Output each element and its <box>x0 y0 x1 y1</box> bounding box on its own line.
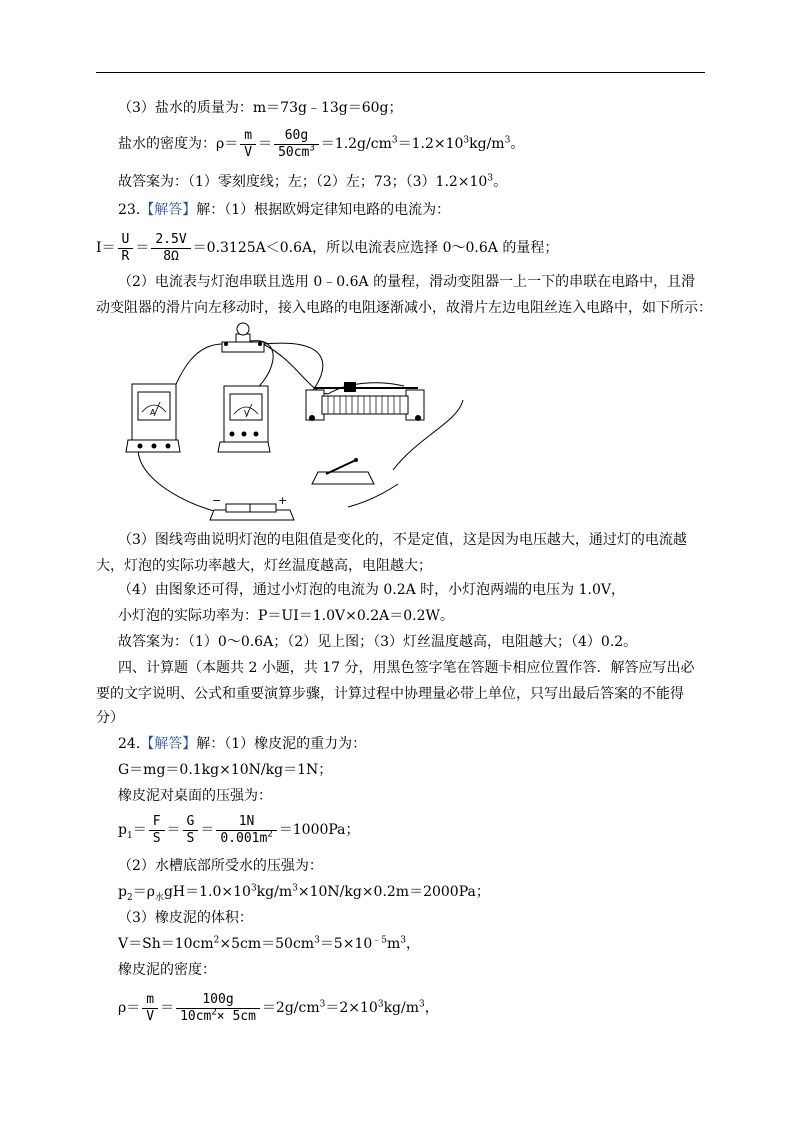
battery-minus: − <box>212 494 222 507</box>
fraction-2.5v-over-8ohm: $\frac{2.5V}{8\Omega}$ <box>151 232 190 265</box>
wire-battery-switch <box>348 484 398 507</box>
ammeter <box>126 384 180 452</box>
s23-part4-a: （4）由图象还可得，通过小灯泡的电流为 0.2A 时，小灯泡两端的电压为 1.0V， <box>118 582 626 598</box>
s23-header: 23.【解答】解：（1）根据欧姆定律知电路的电流为： <box>118 202 451 218</box>
fraction-g-over-s: $\frac{G}{S}$ <box>183 814 199 847</box>
rheostat <box>306 382 424 421</box>
circuit-diagram <box>118 322 548 526</box>
fraction-m-over-v: $\frac{m}{V}$ <box>240 128 256 161</box>
s24-pressure1-line: $p_1=$ $\frac{F}{S}$ ＝ $\frac{G}{S}$ ＝ $\frac{1N}{0.001m^2}$ ＝1000Pa； <box>118 813 360 846</box>
s24-header: 24.【解答】解：（1）橡皮泥的重力为： <box>118 736 367 752</box>
voltmeter-label: V <box>244 409 250 418</box>
answer-tag: 【解答】 <box>140 736 197 752</box>
s23-part4-b: 小灯泡的实际功率为：P＝UI＝1.0V×0.2A＝0.2W。 <box>118 608 454 624</box>
fraction-m-over-v-2: $\frac{m}{V}$ <box>142 992 158 1025</box>
fraction-100g-over-volume: $\frac{100g}{10cm^2\times 5cm}$ <box>176 992 260 1025</box>
s22-density-line: 盐水的密度为：ρ＝ $\frac{m}{V}$ ＝ $\frac{60g}{50cm^3}$ $=1.2g/cm^3=1.2\times 10^3kg/m^3$。 <box>118 127 525 160</box>
lamp <box>222 323 264 352</box>
s24-gravity: G＝mg＝0.1kg×10N/kg＝1N； <box>118 762 333 778</box>
s24-part3: （3）橡皮泥的体积： <box>118 910 253 926</box>
voltmeter <box>218 386 270 452</box>
s24-volume-line: $V=Sh=10cm^2\times 5cm=50cm^3=5\times 10^{﹣5}m^3$， <box>118 935 421 952</box>
s24-density-line: ρ＝ $\frac{m}{V}$ ＝ $\frac{100g}{10cm^2\times 5cm}$ $=2g/cm^3=2\times 10^3kg/m^3$， <box>118 991 439 1024</box>
fraction-f-over-s: $\frac{F}{S}$ <box>149 814 165 847</box>
fraction-u-over-r: $\frac{U}{R}$ <box>118 232 134 265</box>
s23-current-line: I＝ $\frac{U}{R}$ ＝ $\frac{2.5V}{8\Omega}$ ＝0.3125A＜0.6A，所以电流表应选择 0～0.6A 的量程； <box>96 231 559 264</box>
answer-tag: 【解答】 <box>140 202 197 218</box>
fraction-60g-over-50cm3: $\frac{60g}{50cm^3}$ <box>274 128 319 161</box>
s22-mass-line: （3）盐水的质量为：m＝73g﹣13g＝60g； <box>118 100 403 116</box>
s23-part3-a: （3）图线弯曲说明灯泡的电阻值是变化的，不是定值，这是因为电压越大，通过灯的电流越 <box>118 532 687 548</box>
battery <box>210 494 294 520</box>
s23-part2-b: 动变阻器的滑片向左移动时，接入电路的电阻逐渐减小，故滑片左边电阻丝连入电路中，如下所示： <box>96 300 712 316</box>
s22-answer: 故答案为：（1）零刻度线；左；（2）左；73；$(3)1.2\times 10^3$。 <box>118 173 508 190</box>
section4-line-a: 四、计算题（本题共 2 小题，共 17 分，用黑色签字笔在答题卡相应位置作答．解答应写出必 <box>118 660 695 676</box>
switch <box>312 458 374 484</box>
s24-density-title: 橡皮泥的密度： <box>118 962 216 978</box>
section4-line-b: 要的文字说明、公式和重要演算步骤，计算过程中协理量必带上单位，只写出最后答案的不能得 <box>96 686 684 702</box>
header-rule <box>96 72 705 73</box>
s23-part3-b: 大，灯泡的实际功率越大，灯丝温度越高，电阻越大； <box>96 558 432 574</box>
s23-part2-a: （2）电流表与灯泡串联且选用 0﹣0.6A 的量程，滑动变阻器一上一下的串联在电路中，且滑 <box>118 274 696 290</box>
ammeter-label: A <box>150 408 156 417</box>
fraction-1n-over-area: $\frac{1N}{0.001m^2}$ <box>216 814 276 847</box>
s24-part2: （2）水槽底部所受水的压强为： <box>118 858 323 874</box>
s23-answer: 故答案为：（1）0～0.6A；（2）见上图；（3）灯丝温度越高，电阻越大；（4）0.2。 <box>118 634 638 650</box>
s24-pressure2-line: $p_2=\rho_水gH=1.0\times 10^3kg/m^3\times 10N/kg\times 0.2m=2000Pa$； <box>118 883 490 903</box>
battery-plus: + <box>278 494 288 507</box>
section4-line-c: 分） <box>96 710 124 726</box>
s24-pressure-title: 橡皮泥对桌面的压强为： <box>118 788 272 804</box>
